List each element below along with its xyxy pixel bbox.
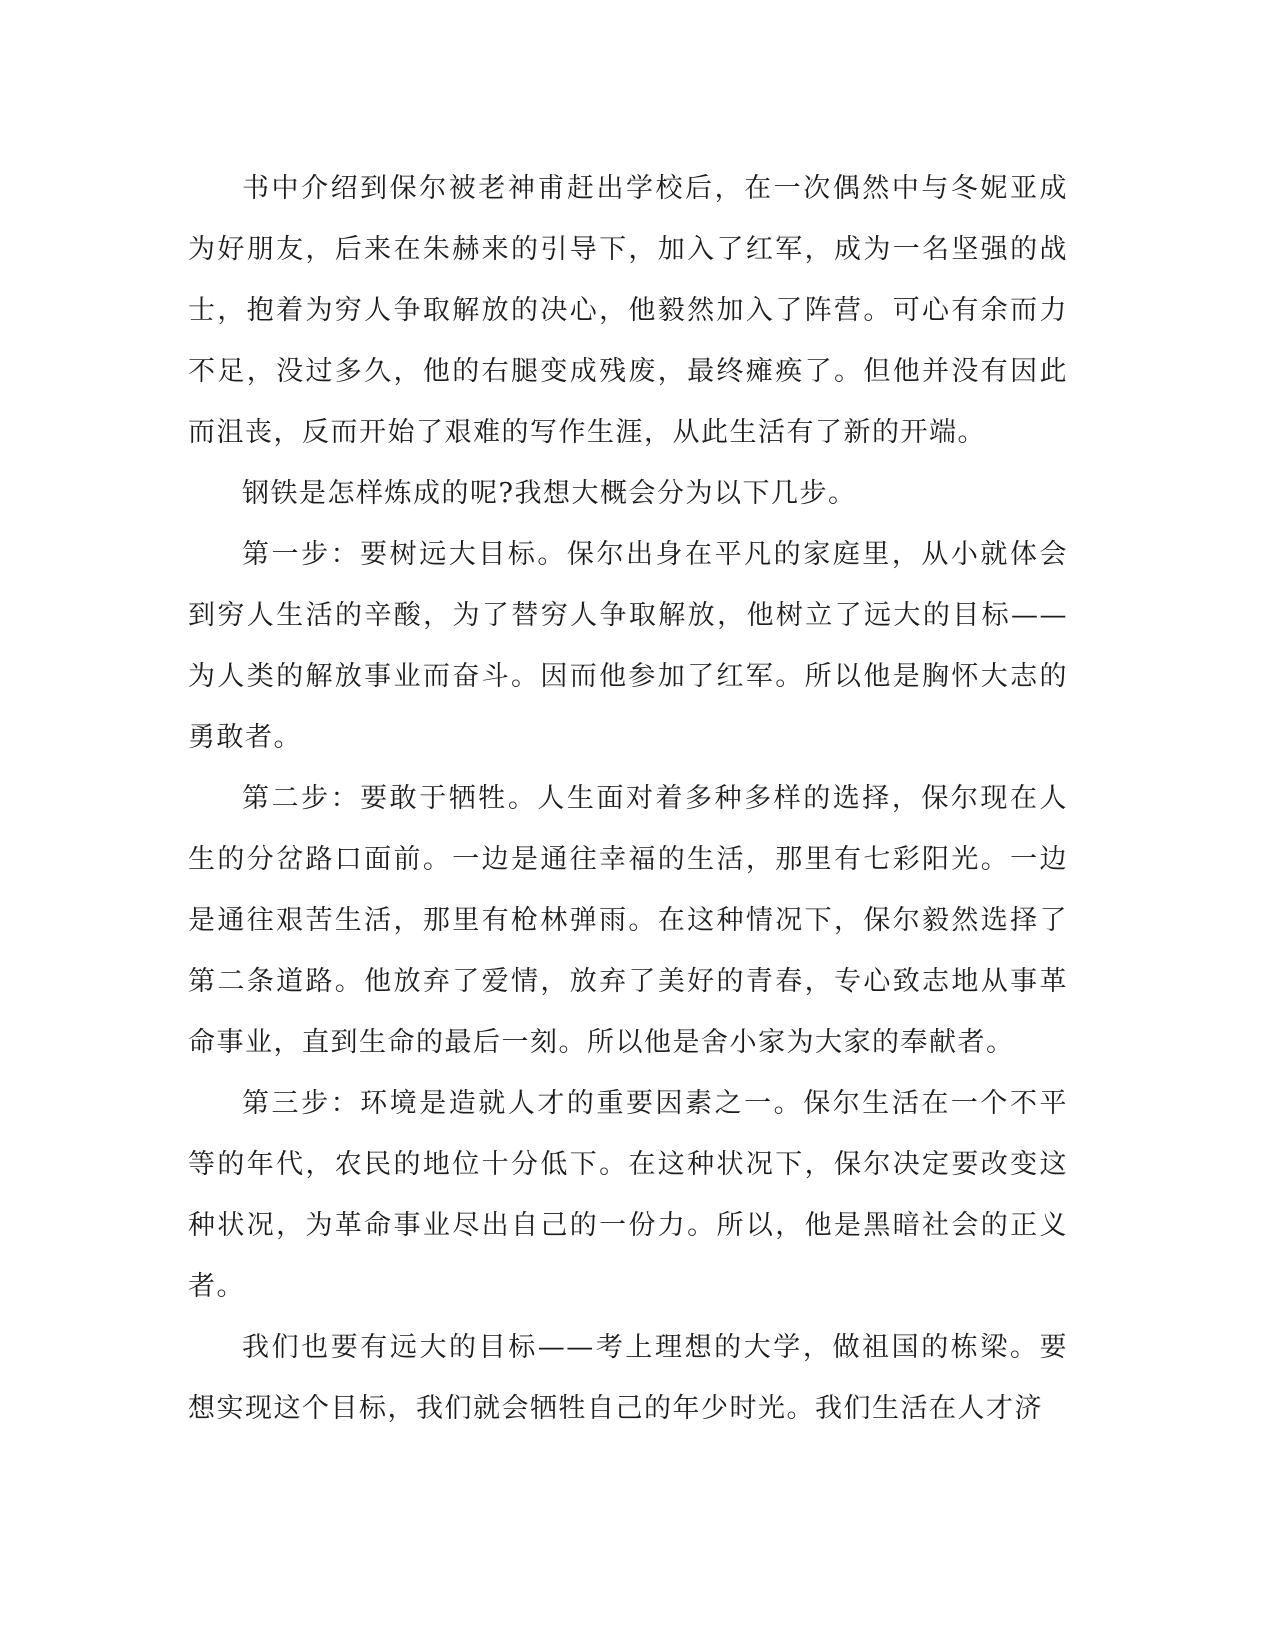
paragraph-6: 我们也要有远大的目标——考上理想的大学，做祖国的栋梁。要想实现这个目标，我们就会牺牲自己的年少时光。我们生活在人才济: [188, 1332, 1068, 1424]
paragraph-3: 第一步：要树远大目标。保尔出身在平凡的家庭里，从小就体会到穷人生活的辛酸，为了替穷人争取解放，他树立了远大的目标——为人类的解放事业而奋斗。因而他参加了红军。所以他是胸怀大志的勇敢者。: [188, 539, 1068, 753]
paragraph-2: 钢铁是怎样炼成的呢?我想大概会分为以下几步。: [242, 478, 857, 509]
paragraph-5: 第三步：环境是造就人才的重要因素之一。保尔生活在一个不平等的年代，农民的地位十分低下。在这种状况下，保尔决定要改变这种状况，为革命事业尽出自己的一份力。所以，他是黑暗社会的正义者。: [188, 1088, 1068, 1302]
paragraph-4: 第二步：要敢于牺牲。人生面对着多种多样的选择，保尔现在人生的分岔路口面前。一边是通往幸福的生活，那里有七彩阳光。一边是通往艰苦生活，那里有枪林弹雨。在这种情况下，保尔毅然选择了第二条道路。他放弃了爱情，放弃了美好的青春，专心致志地从事革命事业，直到生命的最后一刻。所以他是舍小家为大家的奉献者。: [188, 783, 1068, 1058]
document-body: [188, 158, 1068, 1439]
paragraph-1: 书中介绍到保尔被老神甫赶出学校后，在一次偶然中与冬妮亚成为好朋友，后来在朱赫来的引导下，加入了红军，成为一名坚强的战士，抱着为穷人争取解放的决心，他毅然加入了阵营。可心有余而力不足，没过多久，他的右腿变成残废，最终瘫痪了。但他并没有因此而沮丧，反而开始了艰难的写作生涯，从此生活有了新的开端。: [188, 173, 1068, 448]
